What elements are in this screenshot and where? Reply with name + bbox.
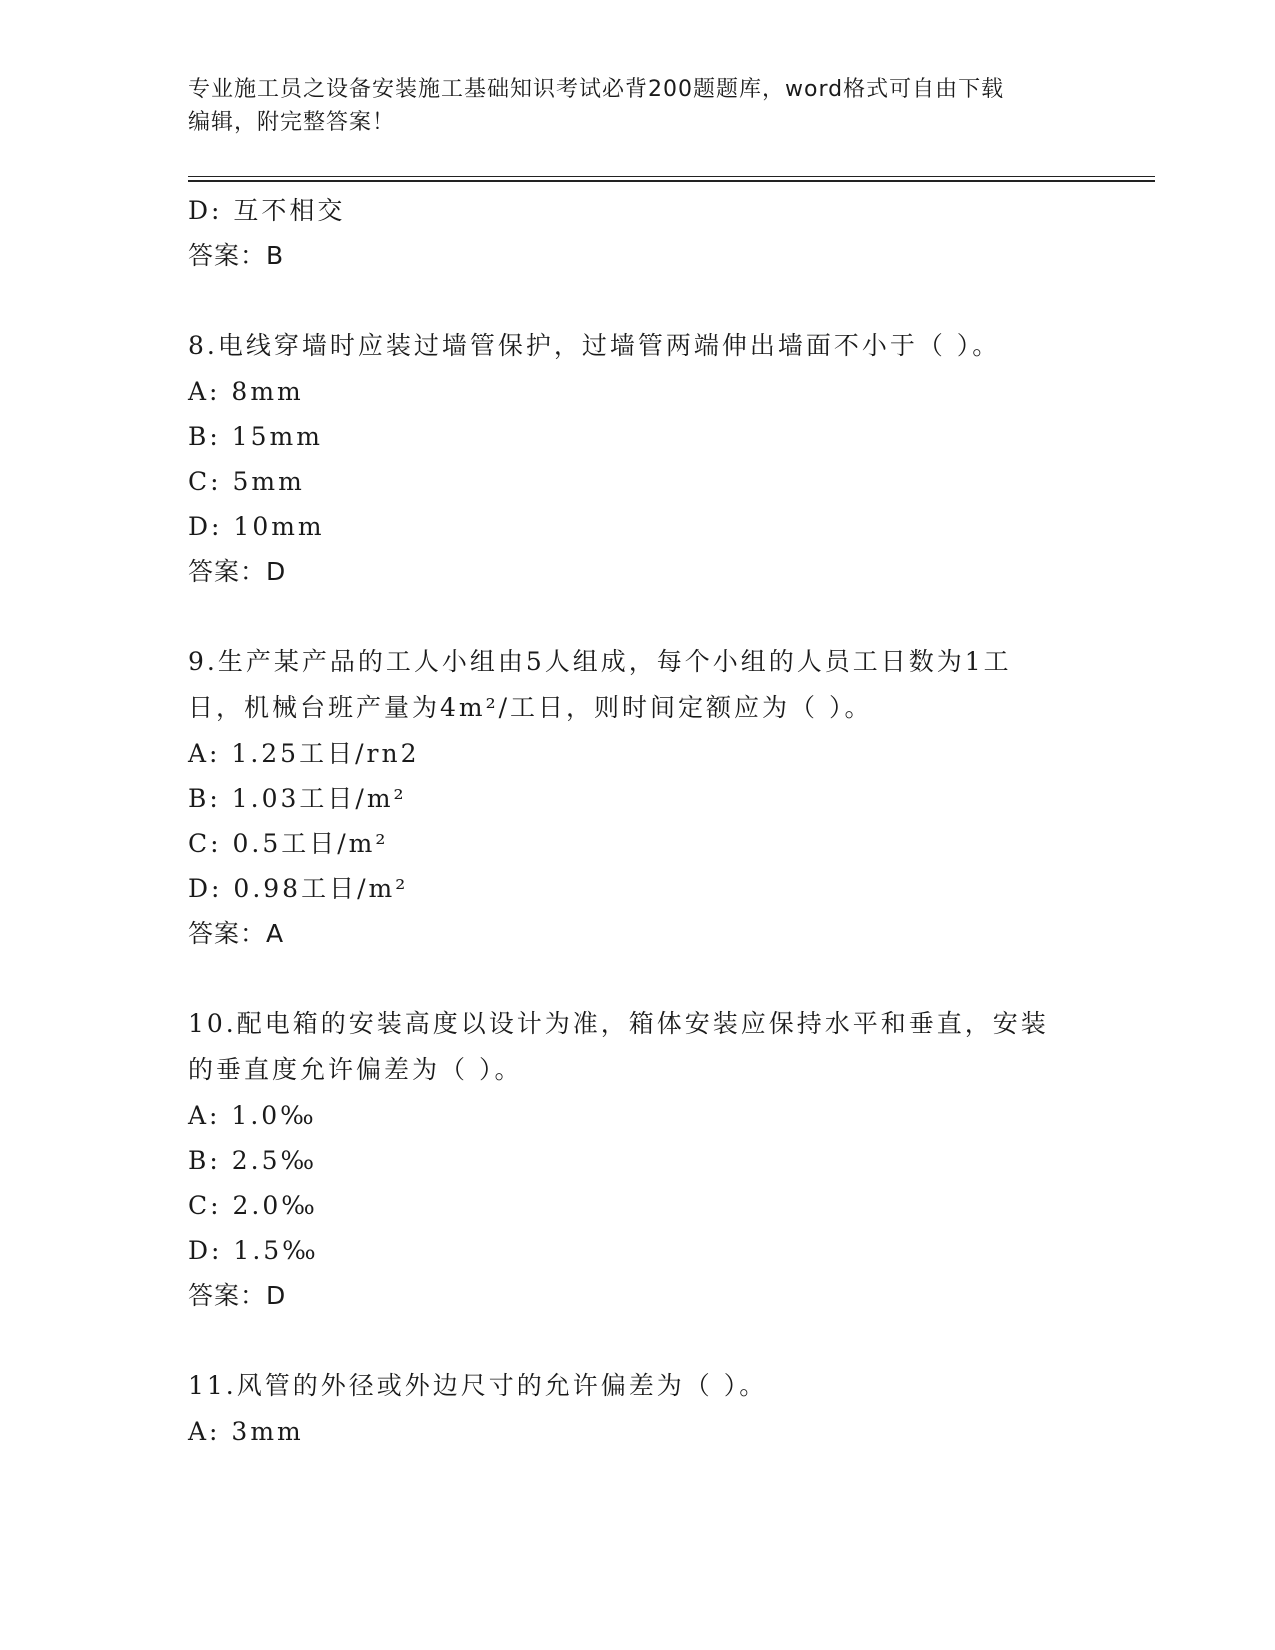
header-divider-thin: [188, 176, 1155, 177]
spacer: [188, 594, 1088, 639]
question-11: [188, 1363, 1088, 1454]
question-9: [188, 639, 1088, 956]
spacer: [188, 956, 1088, 1001]
header-title-line-1: 专业施工员之设备安装施工基础知识考试必背200题题库，word格式可自由下载: [188, 77, 1005, 102]
document-header: [188, 73, 1068, 139]
option-c: C: 5mm: [188, 467, 305, 496]
option-d: D: 互不相交: [188, 196, 346, 225]
spacer: [188, 1318, 1088, 1363]
option-d: D: 0.98工日/m²: [188, 874, 409, 903]
question-8: [188, 323, 1088, 594]
question-text-continued: 日，机械台班产量为4m²/工日，则时间定额应为（ ）。: [188, 693, 873, 722]
question-10: [188, 1001, 1088, 1318]
question-text: 9.生产某产品的工人小组由5人组成，每个小组的人员工日数为1工: [188, 647, 1012, 676]
option-c: C: 2.0‰: [188, 1191, 318, 1220]
answer: 答案：D: [188, 1281, 287, 1310]
question-text: 10.配电箱的安装高度以设计为准，箱体安装应保持水平和垂直，安装: [188, 1009, 1049, 1038]
answer: 答案：D: [188, 557, 287, 586]
option-d: D: 10mm: [188, 512, 325, 541]
question-text: 11.风管的外径或外边尺寸的允许偏差为（ ）。: [188, 1371, 768, 1400]
option-b: B: 1.03工日/m²: [188, 784, 407, 813]
question-list: [188, 188, 1088, 1454]
option-c: C: 0.5工日/m²: [188, 829, 389, 858]
spacer: [188, 278, 1088, 323]
option-a: A: 3mm: [188, 1417, 304, 1446]
question-text-continued: 的垂直度允许偏差为（ ）。: [188, 1055, 523, 1084]
option-a: A: 1.0‰: [188, 1101, 317, 1130]
option-d: D: 1.5‰: [188, 1236, 319, 1265]
option-a: A: 8mm: [188, 377, 304, 406]
question-text: 8.电线穿墙时应装过墙管保护，过墙管两端伸出墙面不小于（ ）。: [188, 331, 1001, 360]
answer: 答案：B: [188, 241, 285, 270]
header-title-line-2: 编辑，附完整答案！: [188, 110, 396, 135]
option-b: B: 15mm: [188, 422, 323, 451]
answer: 答案：A: [188, 919, 285, 948]
header-divider-thick: [188, 180, 1155, 182]
option-a: A: 1.25工日/rn2: [188, 739, 420, 768]
option-b: B: 2.5‰: [188, 1146, 318, 1175]
